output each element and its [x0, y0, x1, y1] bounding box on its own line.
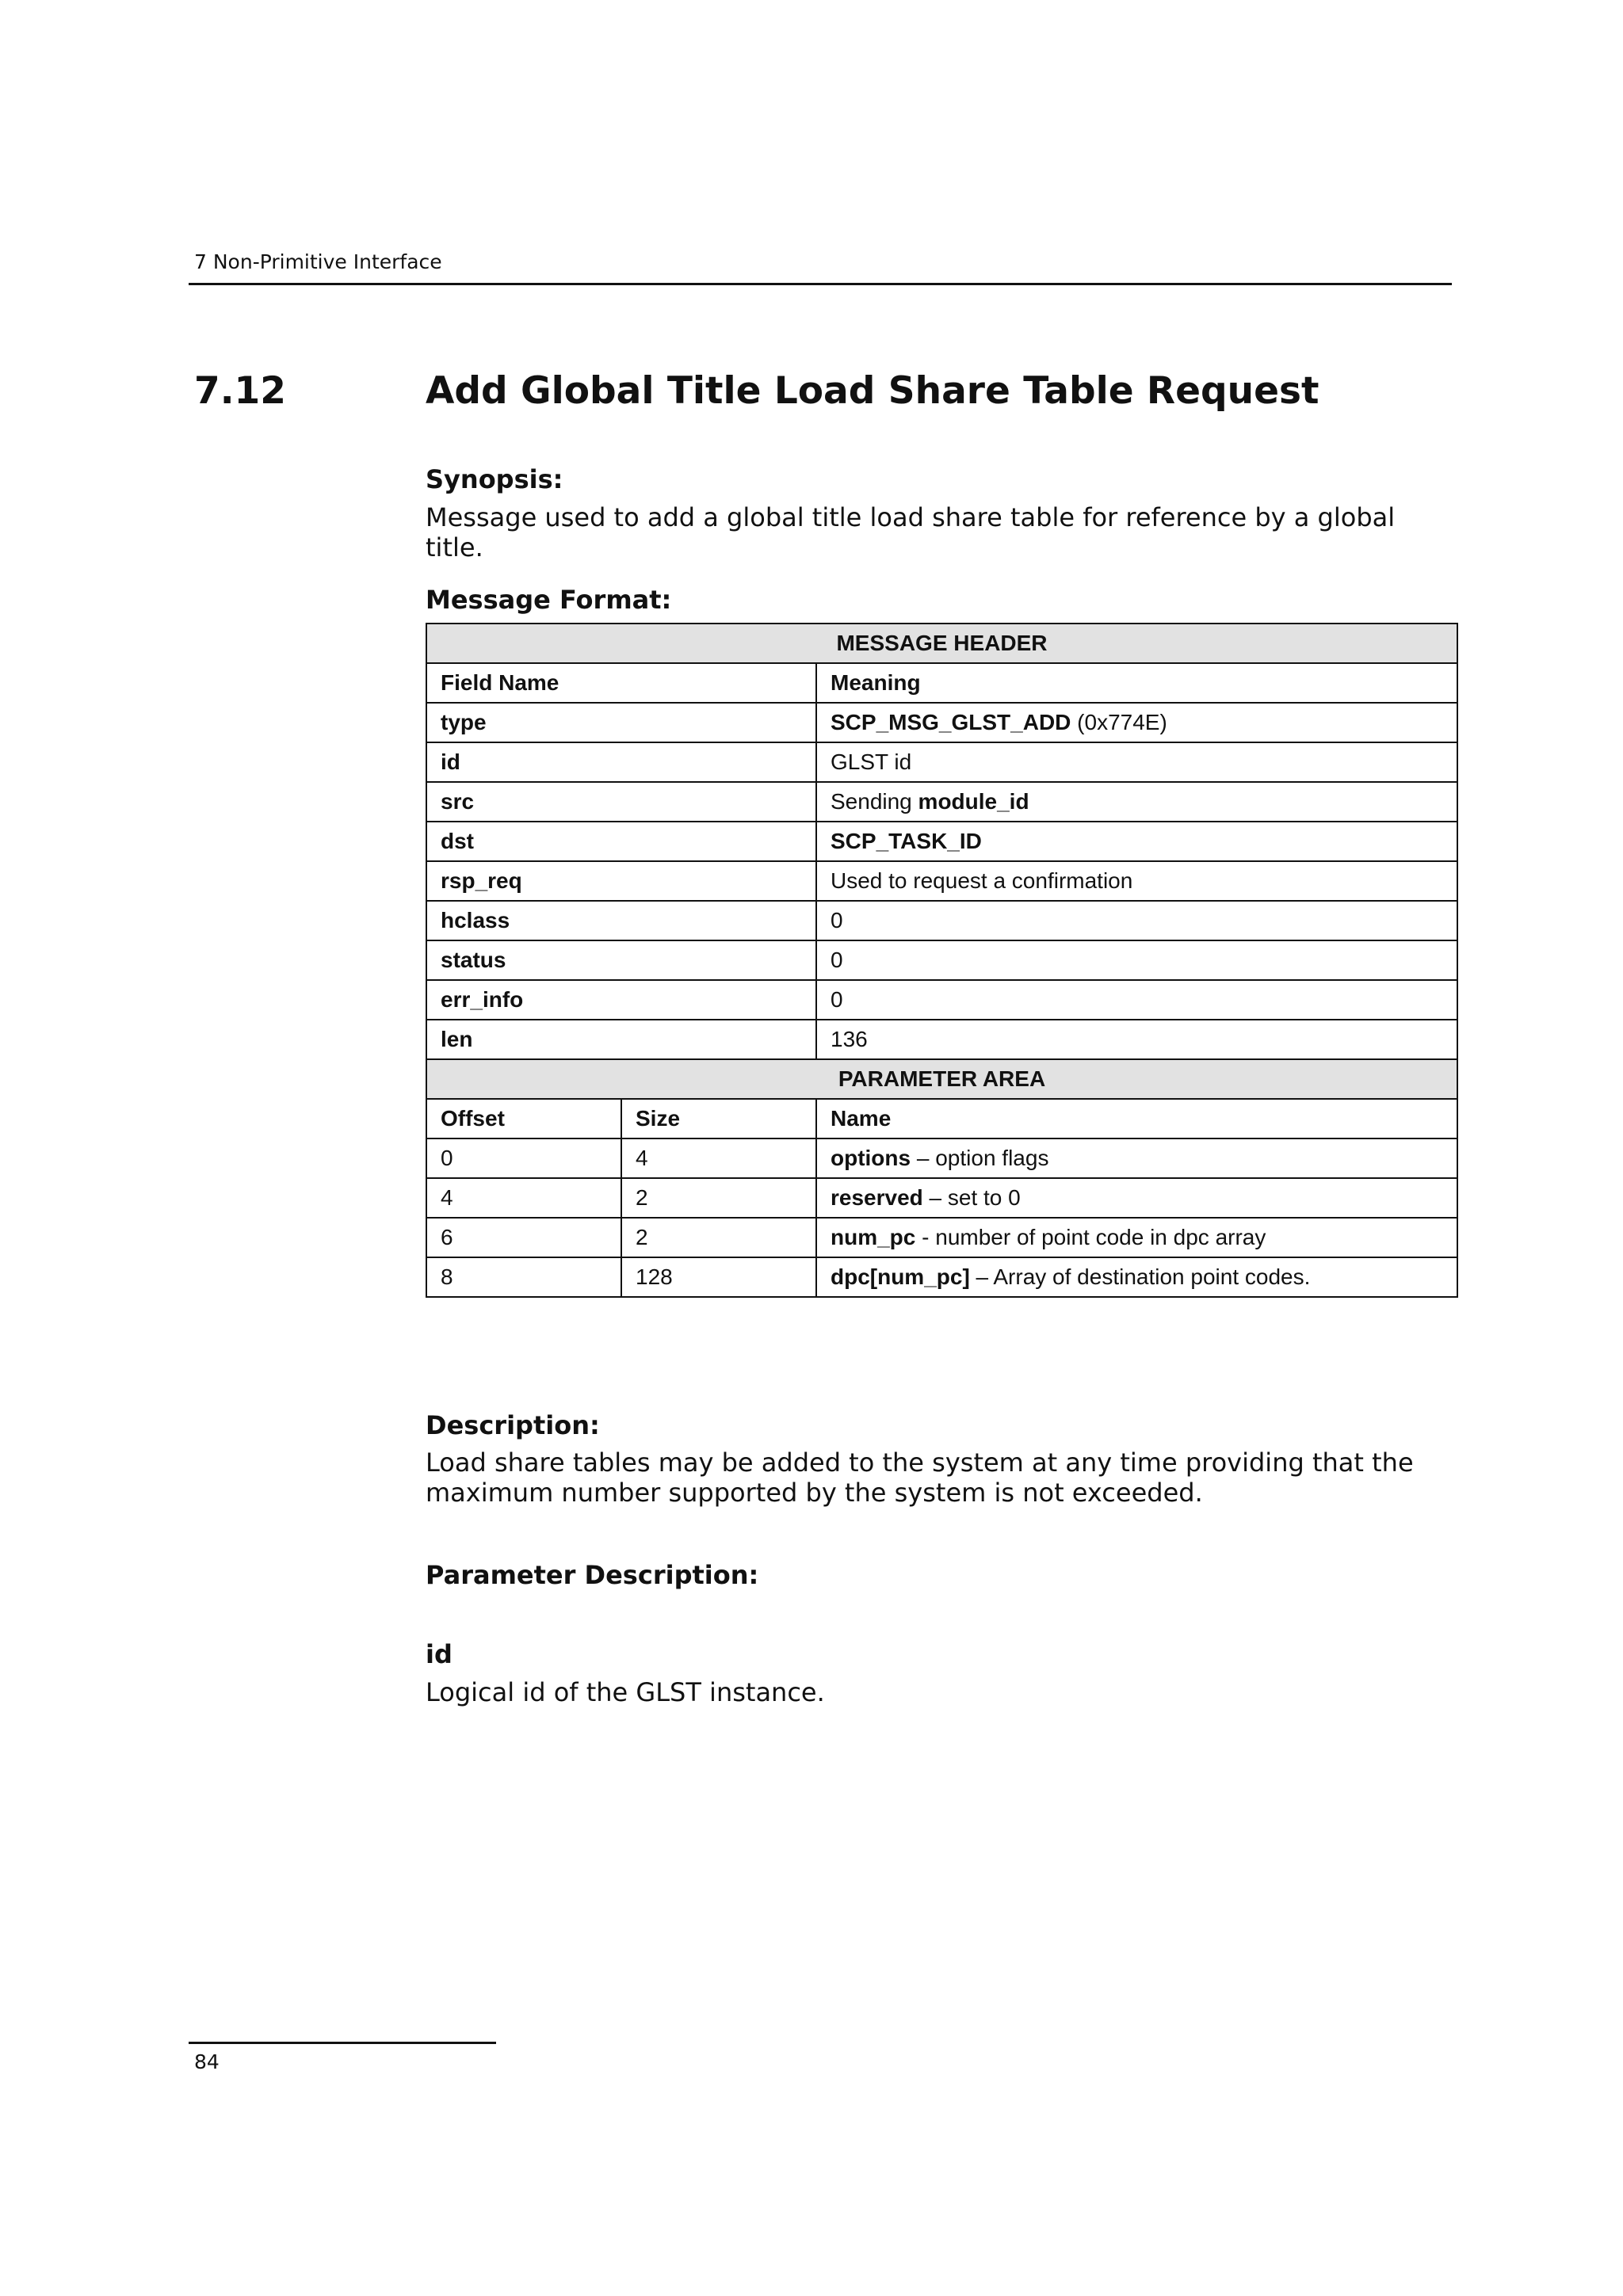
- meaning-text: GLST id: [831, 749, 912, 774]
- meaning-rest: (0x774E): [1071, 710, 1167, 734]
- message-format-heading: Message Format:: [426, 585, 672, 615]
- message-format-table: [426, 623, 1458, 1298]
- meaning-text: 0: [831, 908, 843, 933]
- field-meaning: [816, 940, 1457, 980]
- field-name: rsp_req: [426, 861, 816, 901]
- meaning-bold: module_id: [918, 789, 1029, 814]
- field-meaning: [816, 703, 1457, 742]
- field-name: type: [426, 703, 816, 742]
- param-name-bold: dpc[num_pc]: [831, 1264, 970, 1289]
- column-header-name: Name: [816, 1099, 1457, 1138]
- footer-rule: [189, 2042, 496, 2044]
- field-name: len: [426, 1020, 816, 1059]
- table-row: [426, 861, 1457, 901]
- meaning-text: 0: [831, 987, 843, 1012]
- column-header-meaning: Meaning: [816, 663, 1457, 703]
- table-row: [426, 980, 1457, 1020]
- meaning-text: 0: [831, 948, 843, 972]
- param-size: 2: [621, 1178, 816, 1218]
- column-header-offset: Offset: [426, 1099, 621, 1138]
- param-columns-row: [426, 1099, 1457, 1138]
- field-meaning: [816, 742, 1457, 782]
- field-name: hclass: [426, 901, 816, 940]
- param-name-bold: num_pc: [831, 1225, 916, 1249]
- param-name-rest: – option flags: [911, 1146, 1049, 1170]
- table-row: [426, 822, 1457, 861]
- header-rule: [189, 283, 1452, 285]
- param-name-rest: – Array of destination point codes.: [969, 1264, 1311, 1289]
- section-number: 7.12: [194, 369, 286, 413]
- section-title: Add Global Title Load Share Table Request: [426, 369, 1319, 413]
- field-meaning: [816, 822, 1457, 861]
- table-row: [426, 1138, 1457, 1178]
- column-header-field-name: Field Name: [426, 663, 816, 703]
- meaning-bold: SCP_MSG_GLST_ADD: [831, 710, 1071, 734]
- param-offset: 6: [426, 1218, 621, 1257]
- field-name: dst: [426, 822, 816, 861]
- parameter-description-heading: Parameter Description:: [426, 1560, 759, 1590]
- param-name-bold: reserved: [831, 1185, 923, 1210]
- param-name: [816, 1257, 1457, 1297]
- meaning-text: Used to request a confirmation: [831, 868, 1133, 893]
- meaning-bold: SCP_TASK_ID: [831, 829, 982, 853]
- param-offset: 0: [426, 1138, 621, 1178]
- field-meaning: [816, 1020, 1457, 1059]
- table-row: [426, 703, 1457, 742]
- param-size: 4: [621, 1138, 816, 1178]
- table-row: [426, 1020, 1457, 1059]
- param-name-rest: – set to 0: [922, 1185, 1021, 1210]
- param-size: 128: [621, 1257, 816, 1297]
- running-header: 7 Non-Primitive Interface: [194, 250, 442, 273]
- parameter-text-id: Logical id of the GLST instance.: [426, 1677, 825, 1707]
- field-name: id: [426, 742, 816, 782]
- param-name: [816, 1178, 1457, 1218]
- field-name: status: [426, 940, 816, 980]
- table-row: [426, 1218, 1457, 1257]
- param-name-bold: options: [831, 1146, 911, 1170]
- description-text: Load share tables may be added to the system at any time providing that the maximum number supported by the system is not exceeded.: [426, 1447, 1414, 1508]
- parameter-name-id: id: [426, 1639, 453, 1669]
- param-size: 2: [621, 1218, 816, 1257]
- synopsis-heading: Synopsis:: [426, 464, 563, 494]
- param-offset: 4: [426, 1178, 621, 1218]
- param-name: [816, 1138, 1457, 1178]
- header-band-row: [426, 624, 1457, 663]
- table-row: [426, 940, 1457, 980]
- param-name: [816, 1218, 1457, 1257]
- message-header-band: MESSAGE HEADER: [426, 624, 1457, 663]
- table-row: [426, 1257, 1457, 1297]
- description-heading: Description:: [426, 1410, 600, 1440]
- parameter-area-band: PARAMETER AREA: [426, 1059, 1457, 1099]
- header-columns-row: [426, 663, 1457, 703]
- table-row: [426, 1178, 1457, 1218]
- synopsis-text: Message used to add a global title load share table for reference by a global title.: [426, 502, 1396, 563]
- param-offset: 8: [426, 1257, 621, 1297]
- meaning-text: Sending: [831, 789, 918, 814]
- field-name: err_info: [426, 980, 816, 1020]
- page-number: 84: [194, 2050, 220, 2073]
- meaning-text: 136: [831, 1027, 868, 1051]
- table-row: [426, 901, 1457, 940]
- field-meaning: [816, 861, 1457, 901]
- field-meaning: [816, 980, 1457, 1020]
- param-name-rest: - number of point code in dpc array: [915, 1225, 1266, 1249]
- column-header-size: Size: [621, 1099, 816, 1138]
- table-row: [426, 782, 1457, 822]
- param-band-row: [426, 1059, 1457, 1099]
- table-row: [426, 742, 1457, 782]
- field-meaning: [816, 782, 1457, 822]
- field-meaning: [816, 901, 1457, 940]
- field-name: src: [426, 782, 816, 822]
